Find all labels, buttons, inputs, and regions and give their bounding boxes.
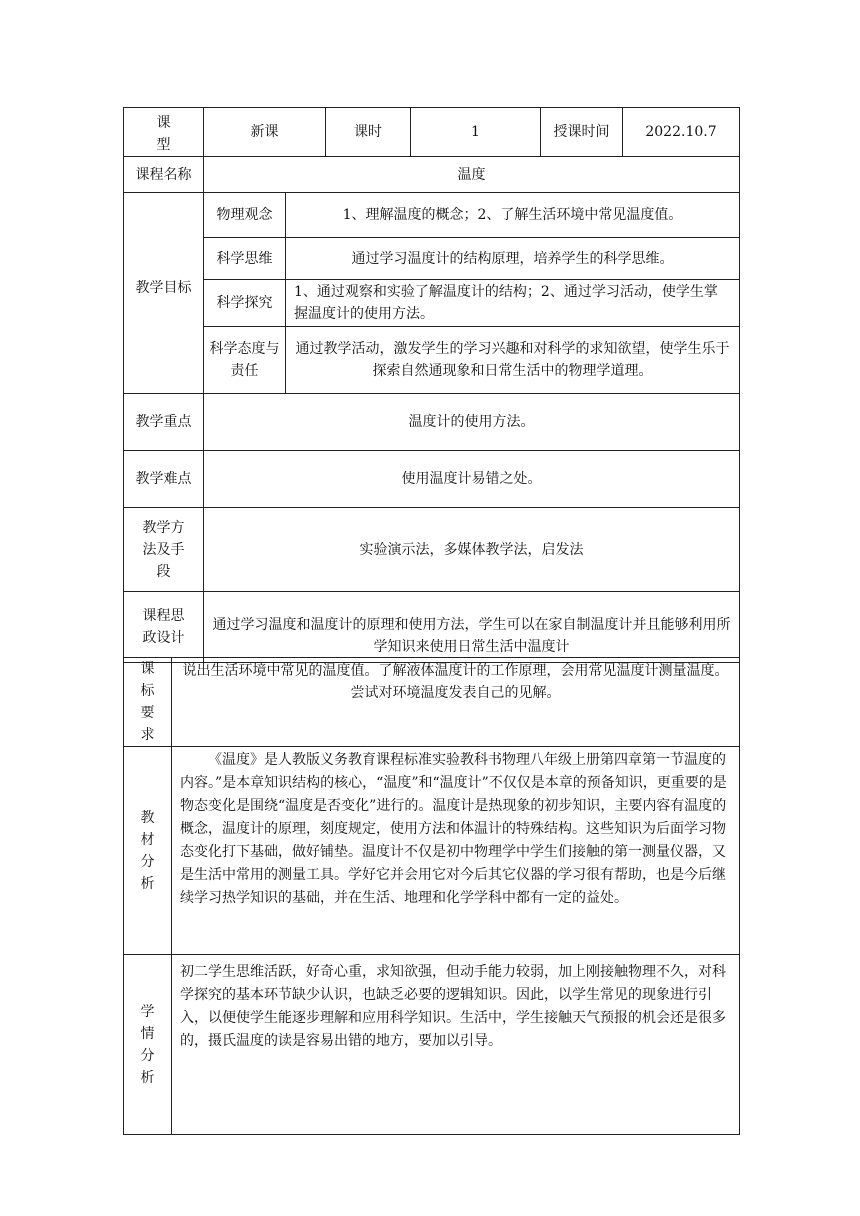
textbook-analysis-row <box>124 747 740 955</box>
ideology-row <box>124 592 740 663</box>
student-analysis-value: 初二学生思维活跃，好奇心重，求知欲强，但动手能力较弱，加上刚接触物理不久，对科学探究的基本环节缺少认识，也缺乏必要的逻辑知识。因此，以学生常见的现象进行引入，以便使学生能逐步理解和应用科学知识。生活中，学生接触天气预报的机会还是很多的，摄氏温度的读是容易出错的地方，要加以引导。 <box>172 955 740 1135</box>
objective-label: 科学态度与责任 <box>204 327 286 394</box>
difficulty-value: 使用温度计易错之处。 <box>204 451 740 508</box>
course-name-row <box>124 157 740 193</box>
objective-row <box>124 327 740 394</box>
objective-text: 通过学习温度计的结构原理，培养学生的科学思维。 <box>286 238 740 280</box>
standards-value: 说出生活环境中常见的温度值。了解液体温度计的工作原理，会用常见温度计测量温度。尝试对环境温度发表自己的见解。 <box>172 658 740 747</box>
standards-row <box>124 658 740 747</box>
objectives-label: 教学目标 <box>124 193 204 394</box>
period-value: 1 <box>411 108 541 157</box>
date-label: 授课时间 <box>541 108 623 157</box>
key-point-row <box>124 394 740 451</box>
methods-label: 教学方法及手段 <box>124 508 204 592</box>
objective-text: 1、理解温度的概念；2、了解生活环境中常见温度值。 <box>286 193 740 238</box>
course-type-label: 课 型 <box>124 108 204 157</box>
lesson-plan-table-top <box>123 107 740 663</box>
student-analysis-label: 学情分析 <box>124 955 172 1135</box>
key-point-value: 温度计的使用方法。 <box>204 394 740 451</box>
course-name-label: 课程名称 <box>124 157 204 193</box>
objective-label: 科学探究 <box>204 280 286 327</box>
objective-row <box>124 238 740 280</box>
difficulty-label: 教学难点 <box>124 451 204 508</box>
course-name-value: 温度 <box>204 157 740 193</box>
ideology-label: 课程思政设计 <box>124 592 204 663</box>
textbook-analysis-value: 《温度》是人教版义务教育课程标准实验教科书物理八年级上册第四章第一节温度的内容。”是本章知识结构的核心，“温度”和“温度计”不仅仅是本章的预备知识，更重要的是物态变化是围绕“温度是否变化”进行的。温度计是热现象的初步知识，主要内容有温度的概念，温度计的原理，刻度规定，使用方法和体温计的特殊结构。这些知识为后面学习物态变化打下基础，做好铺垫。温度计不仅是初中物理学中学生们接触的第一测量仪器，又是生活中常用的测量工具。学好它并会用它对今后其它仪器的学习很有帮助，也是今后继续学习热学知识的基础，并在生活、地理和化学学科中都有一定的益处。 <box>172 747 740 955</box>
objective-label: 科学思维 <box>204 238 286 280</box>
lesson-plan-table-bottom <box>123 657 740 1135</box>
objective-row <box>124 280 740 327</box>
objective-row <box>124 193 740 238</box>
objective-text: 1、通过观察和实验了解温度计的结构；2、通过学习活动，使学生掌握温度计的使用方法。 <box>286 280 740 327</box>
standards-label: 课标要求 <box>124 658 172 747</box>
difficulty-row <box>124 451 740 508</box>
objective-text: 通过教学活动，激发学生的学习兴趣和对科学的求知欲望，使学生乐于探索自然通现象和日常生活中的物理学道理。 <box>286 327 740 394</box>
date-value: 2022.10.7 <box>623 108 740 157</box>
course-type-value: 新课 <box>204 108 326 157</box>
objective-label: 物理观念 <box>204 193 286 238</box>
textbook-analysis-label: 教材分析 <box>124 747 172 955</box>
period-label: 课时 <box>326 108 411 157</box>
methods-value: 实验演示法，多媒体教学法，启发法 <box>204 508 740 592</box>
key-point-label: 教学重点 <box>124 394 204 451</box>
methods-row <box>124 508 740 592</box>
ideology-value: 通过学习温度和温度计的原理和使用方法，学生可以在家自制温度计并且能够利用所学知识来使用日常生活中温度计 <box>204 592 740 663</box>
student-analysis-row <box>124 955 740 1135</box>
course-info-row <box>124 108 740 157</box>
